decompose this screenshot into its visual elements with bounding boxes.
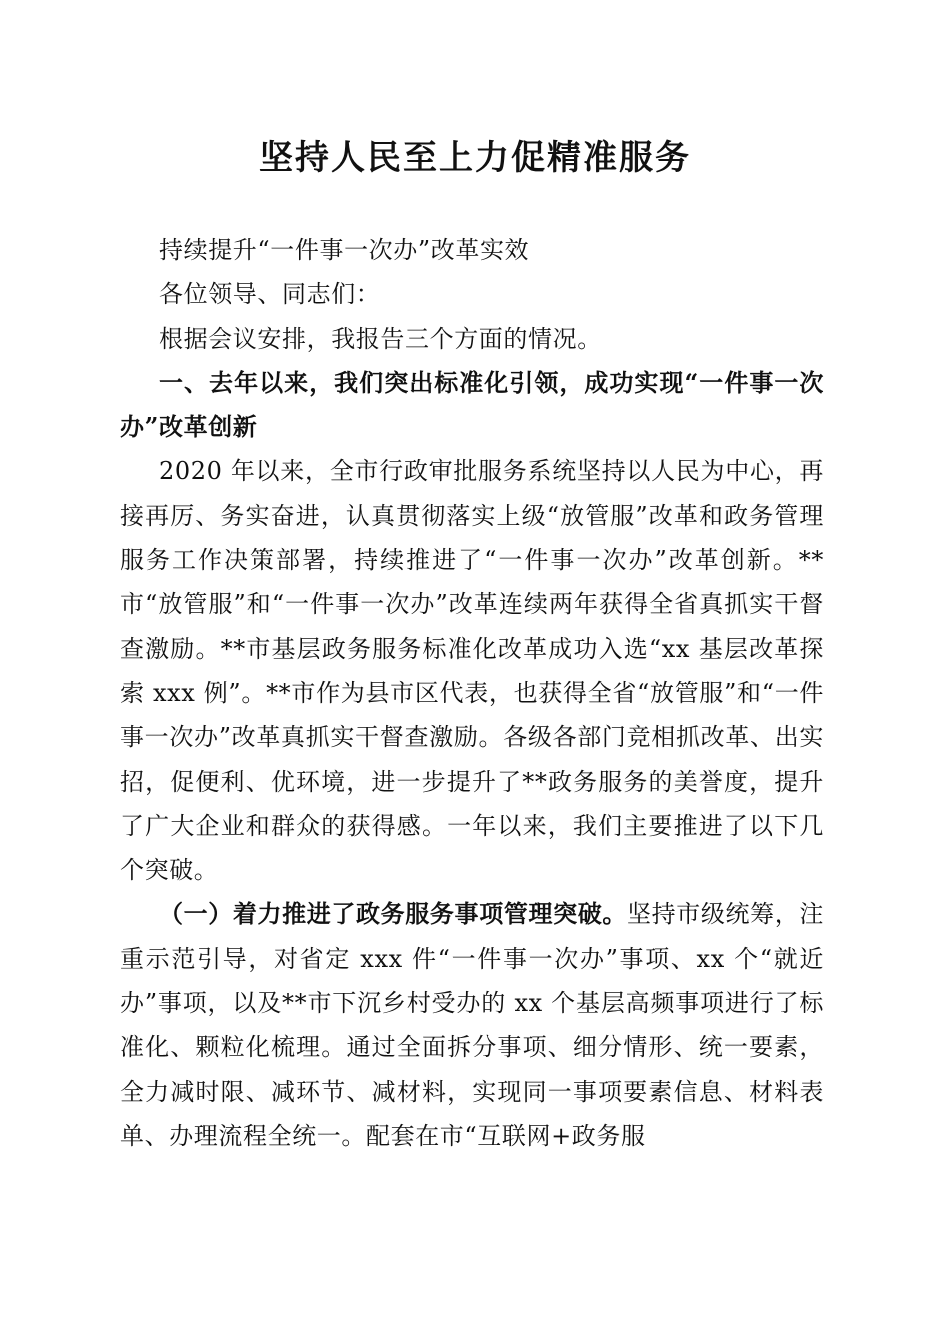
document-title: 坚持人民至上力促精准服务: [259, 138, 691, 178]
document-body: [120, 228, 824, 1158]
greeting-line: 各位领导、同志们：: [159, 280, 381, 309]
item-1-lead: （一）着力推进了政务服务事项管理突破。: [159, 899, 627, 929]
section-1-paragraph: 2020 年以来，全市行政审批服务系统坚持以人民为中心，再接再厉、务实奋进，认真贯彻落实上级“放管服”改革和政务管理服务工作决策部署，持续推进了“一件事一次办”改革创新。**市“放管服”和“一件事一次办”改革连续两年获得全省真抓实干督查激励。**市基层政务服务标准化改革成功入选“xx 基层改革探索 xxx 例”。**市作为县市区代表，也获得全省“放管服”和“一件事一次办”改革真抓实干督查激励。各级各部门竞相抓改革、出实招，促便利、优环境，进一步提升了**政务服务的美誉度，提升了广大企业和群众的获得感。一年以来，我们主要推进了以下几个突破。: [120, 457, 824, 885]
item-1-text: 坚持市级统筹，注重示范引导，对省定 xxx 件“一件事一次办”事项、xx 个“就近办”事项，以及**市下沉乡村受办的 xx 个基层高频事项进行了标准化、颗粒化梳理。通过全面拆分事项、细分情形、统一要素，全力减时限、减环节、减材料，实现同一事项要素信息、材料表单、办理流程全统一。配套在市“互联网+政务服: [120, 900, 824, 1150]
subtitle-line: 持续提升“一件事一次办”改革实效: [159, 236, 530, 264]
intro-paragraph: 根据会议安排，我报告三个方面的情况。: [159, 324, 602, 353]
item-1-paragraph: [120, 892, 824, 1158]
section-1-heading: 一、去年以来，我们突出标准化引领，成功实现“一件事一次办”改革创新: [120, 367, 824, 442]
